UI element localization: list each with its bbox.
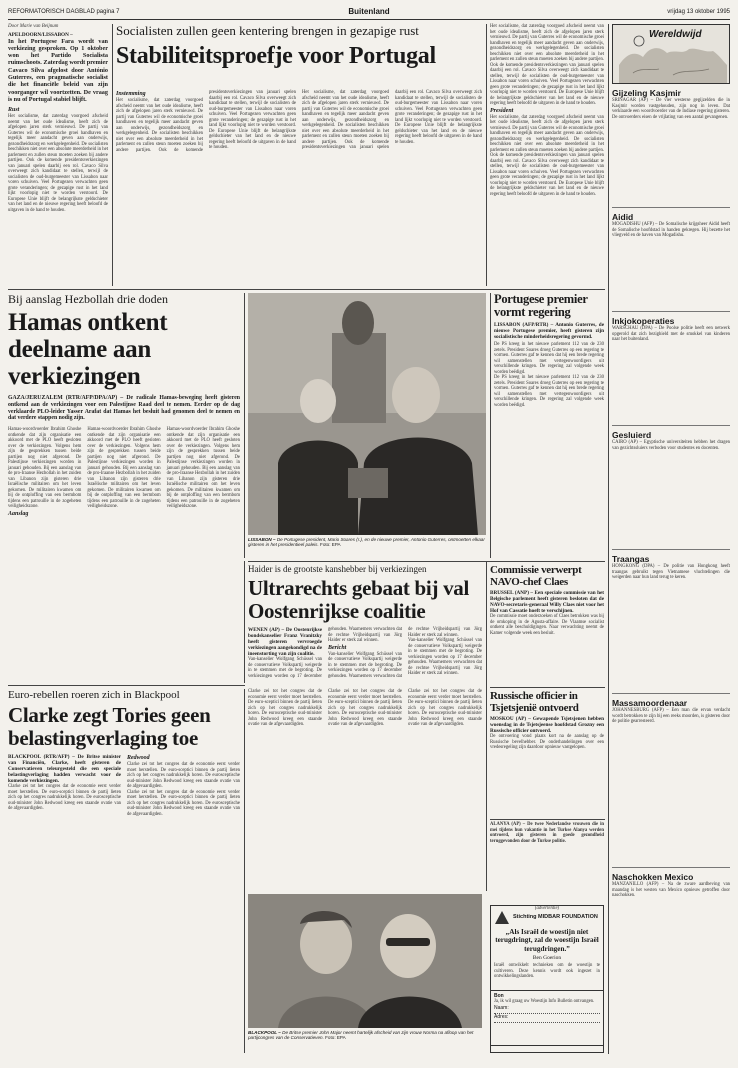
portugal-byline: Door Marie van Beijnum <box>8 24 59 29</box>
portugal-sub-instemming: Instemming <box>116 91 146 97</box>
coupon-field-name-label: Naam: <box>494 1004 509 1011</box>
hamas-article <box>8 293 240 681</box>
wereldwijd-item-text: CAIRO (AP) – Egyptische universiteiten hebben het dragen van gezichtssluiers verboden voor studentes en docenten. <box>612 440 730 451</box>
wereldwijd-item-head: Naschokken Mexico <box>612 872 694 882</box>
photo-top-credit: Foto: EPA <box>320 542 341 548</box>
advert-quote: „Als Israël de woestijn niet terugdringt, zal de woestijn Israël terugdringen.” <box>495 928 599 953</box>
photo-top-caption <box>248 537 486 557</box>
hamas-body <box>8 427 240 647</box>
haider-body-text-3: Van-kanselier Wolfgang Schüssel van de conservatieve Volkspartij weigerde in te stemmen met de begroting. De verkiezingen worden op 17 december gehouden. Waarnemers verwachten dat de rechtse Vrijheidspartij van Jörg Haider er sterk zal winnen. <box>408 638 482 676</box>
wereldwijd-item <box>612 430 730 550</box>
wereldwijd-item <box>612 212 730 312</box>
hamas-body-text-3: Hamas-woordvoerder Ibrahim Ghoshe ontkende dat zijn organisatie een akkoord met de PLO heeft gesloten over de verkiezingen. Volgens hem zijn de gesprekken tussen beide partijen nog niet afgerond. De Palestijnse verkiezingen worden in januari gehouden. Bij een aanslag van de pro-Iraanse Hezbollah in het zuiden van Libanon zijn gisteren drie Israëlische militairen om het leven gekomen. De militairen kwamen om bij de ontploffing van een bermbom tijdens een patrouille in de zogeheten veiligheidszone. <box>166 427 240 510</box>
advert-org: Stichting MIDBAR FOUNDATION <box>513 914 598 920</box>
coupon-field-address[interactable] <box>494 1014 600 1023</box>
wereldwijd-item-head: Gijzeling Kasjmir <box>612 88 681 98</box>
portugal-sub-rust: Rust <box>8 107 20 114</box>
wereldwijd-item-text: MANZANILLO (AFP) – Na de zware aardbeving van maandag is het westen van Mexico opnieuw getroffen door naschokken. <box>612 882 730 898</box>
wereldwijd-item <box>612 88 730 208</box>
wereldwijd-banner <box>612 24 730 84</box>
blackpool-body-text-2: Clarke zei tot het congres dat de economie eerst verder moet herstellen. De euro-sceptici binnen de partij lieten zich op het congres nadrukkelijk horen. De eurosceptische oud-minister John Redwood kreeg een staande ovatie van de afgevaardigden. <box>127 762 240 789</box>
wereldwijd-item-head: Gesluierd <box>612 430 652 440</box>
wereldwijd-item-text: MOGADISHU (AFP) – De Somalische krijgsheer Aidid heeft de Somalische hoofdstad in handen gekregen. Hij bezette het vliegveld en de haven van Mogadishu. <box>612 222 730 238</box>
haider-lead: WENEN (AP) – De Oostenrijkse bondskanselier Franz Vranitzky heeft gisteren vervroegde verkiezingen aangekondigd na de ineenstorting van zijn coalitie. <box>248 627 322 657</box>
blackpool-lead: BLACKPOOL (RTR/AFP) – De Britse minister van Financiën, Clarke, heeft gisteren de Conservatieven teleurgesteld die een speciale belastingverlaging hadden verwacht voor de komende verkiezingen. <box>8 754 121 784</box>
portugal-body-text-2: Het socialisme, dat zaterdag voorgoed afscheid neemt van het oude idealisme, heeft zich de afgelopen jaren sterk vernieuwd. De partij van Guterres wil de economische groei handhaven en tegelijk meer aandacht geven aan onderwijs, gezondheidszorg en werkgelegenheid. De socialisten beschikken niet over een absolute meerderheid in het parlement en zullen steun moeten zoeken bij andere partijen. Ook de komende presidentsverkiezingen van januari spelen daarbij een rol. Cavaco Silva overweegt zich kandidaat te stellen, terwijl de socialisten de oud-burgemeester van Lissabon naar voren schuiven. Veel Portugezen verwachten geen grote veranderingen; de gezapige rust in het land lijkt voorlopig niet te worden verstoord. De Europese Unie blijft de belangrijkste geldschieter van het land en de nieuwe regering heeft beloofd de uitgaven in de hand te houden. <box>302 90 482 150</box>
russisch-lead: MOSKOU (AP) – Gewapende Tsjetsjenen hebben woensdag in de Tsjetsjeense hoofdstad Grozny een Russische officier ontvoerd. <box>490 716 604 734</box>
portugese-premier-headline: Portugese premier vormt regering <box>494 292 588 319</box>
alanya-article <box>490 822 604 892</box>
portugese-premier-body-2: De PS kreeg in het nieuwe parlement 112 van de 230 zetels. President Soares droeg Guterres op een regering te vormen. Guterres gaf te kennen dat hij een brede regering wil samenstellen met vertegenwoordigers uit verschillende kringen. De regering zal volgende week worden beëdigd. <box>494 375 604 408</box>
wereldwijd-item <box>612 316 730 426</box>
hamas-body-text-2: Hamas-woordvoerder Ibrahim Ghoshe ontkende dat zijn organisatie een akkoord met de PLO heeft gesloten over de verkiezingen. Volgens hem zijn de gesprekken tussen beide partijen nog niet afgerond. De Palestijnse verkiezingen worden in januari gehouden. Bij een aanslag van de pro-Iraanse Hezbollah in het zuiden van Libanon zijn gisteren drie Israëlische militairen om het leven gekomen. De militairen kwamen om bij de ontploffing van een bermbom tijdens een patrouille in de zogeheten veiligheidszone. <box>87 427 161 510</box>
coupon-intro: Ja, ik wil graag uw Woestijn Info Bulletin ontvangen. <box>494 999 595 1004</box>
portugal-body-col1: Het socialisme, dat zaterdag voorgoed afscheid neemt van het oude idealisme, heeft zich de afgelopen jaren sterk vernieuwd. De partij van Guterres wil de economische groei handhaven en tegelijk meer aandacht geven aan onderwijs, gezondheidszorg en werkgelegenheid. De socialisten beschikken niet over een absolute meerderheid in het parlement en zullen steun moeten zoeken bij andere partijen. Ook de komende presidentsverkiezingen van januari spelen daarbij een rol. Cavaco Silva overweegt zich kandidaat te stellen, terwijl de socialisten de oud-burgemeester van Lissabon naar voren schuiven. Veel Portugezen verwachten geen grote veranderingen; de gezapige rust in het land lijkt voorlopig niet te worden verstoord. De Europese Unie blijft de belangrijkste geldschieter van het land en de nieuwe regering heeft beloofd de uitgaven in de hand te houden. <box>8 114 108 213</box>
portugal-sub-president: President <box>490 107 514 114</box>
portugal-dateline: APELDOORN/LISSABON – <box>8 31 73 38</box>
advert-body: Israël ontwikkelt technieken om de woestijn te cultiveren. Deze kennis wordt ook ingezet in ontwikkelingslanden. <box>494 963 600 980</box>
portugese-premier-body: De PS kreeg in het nieuwe parlement 112 van de 230 zetels. President Soares droeg Guterres op een regering te vormen. Guterres gaf te kennen dat hij een brede regering wil samenstellen met vertegenwoordigers uit verschillende kringen. De regering zal volgende week worden beëdigd. <box>494 342 604 375</box>
haider-body-text: Van-kanselier Wolfgang Schüssel van de conservatieve Volkspartij weigerde in te stemmen met de begroting. De verkiezingen worden op 17 december gehouden. Waarnemers verwachten dat de rechtse Vrijheidspartij van Jörg Haider er sterk zal winnen. <box>248 627 402 679</box>
portugal-body-text: Het socialisme, dat zaterdag voorgoed afscheid neemt van het oude idealisme, heeft zich de afgelopen jaren sterk vernieuwd. De partij van Guterres wil de economische groei handhaven en tegelijk meer aandacht geven aan onderwijs, gezondheidszorg en werkgelegenheid. De socialisten beschikken niet over een absolute meerderheid in het parlement en zullen steun moeten zoeken bij andere partijen. Ook de komende presidentsverkiezingen van januari spelen daarbij een rol. Cavaco Silva overweegt zich kandidaat te stellen, terwijl de socialisten de oud-burgemeester van Lissabon naar voren schuiven. Veel Portugezen verwachten geen grote veranderingen; de gezapige rust in het land lijkt voorlopig niet te worden verstoord. De Europese Unie blijft de belangrijkste geldschieter van het land en de nieuwe regering heeft beloofd de uitgaven in de hand te houden. <box>116 90 296 153</box>
haider-headline: Ultrarechts gebaat bij val Oostenrijkse coalitie <box>248 576 470 623</box>
nato-body: De commissie moet onderzoeken of Claes betrokken was bij de omkoping in de Agusta-affaire. De Vlaamse socialist ontkent alle beschuldigingen. Naar verwachting neemt de Kamer volgende week een besluit. <box>490 614 604 636</box>
wereldwijd-item-head: Aidid <box>612 212 634 222</box>
nato-lead: BRUSSEL (ANP) – Een speciale commissie van het Belgische parlement heeft gisteren besloten dat de NAVO-secretaris-generaal Willy Claes niet voor het Hof van Cassatie hoeft te verschijnen. <box>490 590 604 614</box>
wereldwijd-item-text: HONGKONG (DPA) – De politie van Hongkong heeft traangas gebruikt tegen Vietnamese vluchtelingen die weigerden naar hun land terug te keren. <box>612 564 730 580</box>
wereldwijd-item-head: Inkjokoperaties <box>612 316 675 326</box>
advert-label <box>490 896 604 911</box>
photo-soares-guterres <box>248 293 486 535</box>
blackpool-body-text-3: Clarke zei tot het congres dat de economie eerst verder moet herstellen. De euro-sceptici binnen de partij lieten zich op het congres nadrukkelijk horen. De eurosceptische oud-minister John Redwood kreeg een staande ovatie van de afgevaardigden. <box>127 789 240 817</box>
hamas-lead: GAZA/JERUZALEM (RTR/AFP/DPA/AP) – De radicale Hamas-beweging heeft gisteren ontkend aan de verkiezingen voor een Palestijnse Raad deel te nemen. Eerder op de dag verklaarde PLO-leider Yasser Arafat dat Hamas het besluit had genomen deel te nemen en dat verdere stappen nodig zijn. <box>8 395 240 422</box>
nato-article <box>490 564 604 684</box>
photo-top-caption-city: LISSABON – <box>248 537 276 542</box>
hamas-headline: Hamas ontkent deelname aan verkiezingen <box>8 309 168 390</box>
haider-kicker: Haider is de grootste kanshebber bij verkiezingen <box>248 564 427 574</box>
blackpool-side-text-1: Clarke zei tot het congres dat de economie eerst verder moet herstellen. De euro-sceptici binnen de partij lieten zich op het congres nadrukkelijk horen. De eurosceptische oud-minister John Redwood kreeg een staande ovatie van de afgevaardigden. <box>248 689 322 727</box>
blackpool-article <box>8 689 240 1053</box>
nato-headline: Commissie verwerpt NAVO-chef Claes <box>490 564 582 588</box>
blackpool-headline: Clarke zegt Tories geen belastingverlaging toe <box>8 703 211 750</box>
haider-sub-bericht: Bericht <box>328 644 347 651</box>
hamas-kicker: Bij aanslag Hezbollah drie doden <box>8 292 168 306</box>
wereldwijd-item-text: WARSCHAU (DPA) – De Poolse politie heeft een netwerk opgerold dat zich bezighield met de smokkel van kinderen naar het buitenland. <box>612 326 730 342</box>
coupon-form <box>490 990 604 1046</box>
photo-bottom-caption-text: De Britse premier John Major neemt hartelijk afscheid van zijn vrouw Norma na afloop van het partijcongres van de Conservatieven. <box>248 1030 474 1041</box>
portugal-lead: In het Portugese Fara wordt van verkiezing gesproken. Op 1 oktober won het Partido Socialista ruimschoots. Zaterdag wordt premier Cavaco Silva afgelost door António Guterres, een pragmatische socialist die het financiële beleid van zijn voorganger wil voortzetten. De vraag is nu of Portugal stabiel blijft. <box>8 37 108 103</box>
hamas-sub-aanslag: Aanslag <box>8 510 29 517</box>
newspaper-page <box>8 6 730 1062</box>
blackpool-side-text-3: Clarke zei tot het congres dat de economie eerst verder moet herstellen. De euro-sceptici binnen de partij lieten zich op het congres nadrukkelijk horen. De eurosceptische oud-minister John Redwood kreeg een staande ovatie van de afgevaardigden. <box>408 689 482 727</box>
russisch-headline: Russische officier in Tsjetsjenië ontvoerd <box>490 690 579 714</box>
wereldwijd-item <box>612 554 730 694</box>
header-section: Buitenland <box>348 7 390 16</box>
russisch-article <box>490 690 604 816</box>
advert-header <box>494 909 600 925</box>
photo-bottom-caption-city: BLACKPOOL – <box>248 1030 281 1035</box>
russisch-body: De ontvoering vond plaats kort na de aanslag op de Russische bevelhebber. De onderhandelingen over een vredesregeling zijn daardoor opnieuw vastgelopen. <box>490 734 604 750</box>
wereldwijd-items <box>612 88 730 1042</box>
portugal-col-right <box>490 24 604 286</box>
portugal-headline: Stabiliteitsproefje voor Portugal <box>116 43 436 69</box>
wereldwijd-item-head: Traangas <box>612 554 650 564</box>
wereldwijd-column <box>612 24 730 1054</box>
blackpool-body-text: Clarke zei tot het congres dat de economie eerst verder moet herstellen. De euro-sceptici binnen de partij lieten zich op het congres nadrukkelijk horen. De eurosceptische oud-minister John Redwood kreeg een staande ovatie van de afgevaardigden. <box>8 784 121 811</box>
page-header <box>8 6 730 20</box>
haider-body-text-2: Van-kanselier Wolfgang Schüssel van de conservatieve Volkspartij weigerde in te stemmen met de begroting. De verkiezingen worden op 17 december gehouden. Waarnemers verwachten dat de rechtse Vrijheidspartij van Jörg Haider er sterk zal winnen. <box>328 627 482 679</box>
wereldwijd-item-head: Massamoordenaar <box>612 698 688 708</box>
coupon-field-name[interactable] <box>494 1005 600 1014</box>
portugese-premier-lead: LISSABON (AFP/RTR) – Antonio Guterres, de nieuwe Portugese premier, heeft gisteren zijn socialistische minderheidsregering gevormd. <box>494 322 604 340</box>
portugese-premier-article <box>494 293 604 558</box>
photo-bottom-credit: Foto: EPA <box>325 1035 346 1041</box>
photo-major <box>248 894 482 1028</box>
blackpool-body <box>8 754 240 1034</box>
wereldwijd-item-text: SRINAGAR (AP) – De vier westerse gegijzelden die in Kasjmir worden vastgehouden, zijn nog in leven. Dat verklaarde een woordvoerder van de Indiase regering gisteren. De ontvoerders eisen de vrijlating van een aantal gevangenen. <box>612 98 730 120</box>
photo-top-caption-text: De Portugese president, Mario Soares (r.), en de nieuwe premier, Antonio Guterres, ontmoetten elkaar gisteren in het presidentieel paleis. <box>248 537 485 548</box>
coupon-title: Bon <box>494 993 504 999</box>
blackpool-sub-redwood: Redwood <box>127 755 150 761</box>
wereldwijd-item <box>612 872 730 1042</box>
hamas-body-text: Hamas-woordvoerder Ibrahim Ghoshe ontkende dat zijn organisatie een akkoord met de PLO heeft gesloten over de verkiezingen. Volgens hem zijn de gesprekken tussen beide partijen nog niet afgerond. De Palestijnse verkiezingen worden in januari gehouden. Bij een aanslag van de pro-Iraanse Hezbollah in het zuiden van Libanon zijn gisteren drie Israëlische militairen om het leven gekomen. De militairen kwamen om bij de ontploffing van een bermbom tijdens een patrouille in de zogeheten veiligheidszone. <box>8 427 82 510</box>
portugal-kicker: Socialisten zullen geen kentering brengen in gezapige rust <box>116 23 419 38</box>
portugal-body <box>116 90 482 286</box>
photo-two-men-icon <box>248 293 486 535</box>
portugal-headlines <box>116 24 482 88</box>
wereldwijd-item-text: JOHANNESBURG (AFP) – Een man die ervan verdacht wordt betrokken te zijn bij een reeks moorden, is gisteren door de politie gearresteerd. <box>612 708 730 724</box>
blackpool-side-cols <box>248 689 482 889</box>
header-date: vrijdag 13 oktober 1995 <box>667 9 730 15</box>
alanya-text: ALANYA (AP) – De twee Nederlandse vrouwen die in mei tijdens hun vakantie in het Turkse Alanya werden ontvoerd, zijn gisteren in goede gezondheid teruggevonden door de Turkse politie. <box>490 822 604 844</box>
header-paper-name: REFORMATORISCH DAGBLAD pagina 7 <box>8 9 120 15</box>
photo-couple-icon <box>248 894 482 1028</box>
wereldwijd-title: Wereldwijd <box>649 29 702 40</box>
wereldwijd-item <box>612 698 730 868</box>
blackpool-side-text-2: Clarke zei tot het congres dat de economie eerst verder moet herstellen. De euro-sceptici binnen de partij lieten zich op het congres nadrukkelijk horen. De eurosceptische oud-minister John Redwood kreeg een staande ovatie van de afgevaardigden. <box>328 689 402 727</box>
blackpool-kicker: Euro-rebellen roeren zich in Blackpool <box>8 689 180 701</box>
coupon-field-address-label: Adres: <box>494 1013 509 1020</box>
advert-author: Ben Goerion <box>532 955 562 962</box>
portugal-right-text: Het socialisme, dat zaterdag voorgoed afscheid neemt van het oude idealisme, heeft zich de afgelopen jaren sterk vernieuwd. De partij van Guterres wil de economische groei handhaven en tegelijk meer aandacht geven aan onderwijs, gezondheidszorg en werkgelegenheid. De socialisten beschikken niet over een absolute meerderheid in het parlement en zullen steun moeten zoeken bij andere partijen. Ook de komende presidentsverkiezingen van januari spelen daarbij een rol. Cavaco Silva overweegt zich kandidaat te stellen, terwijl de socialisten de oud-burgemeester van Lissabon naar voren schuiven. Veel Portugezen verwachten geen grote veranderingen; de gezapige rust in het land lijkt voorlopig niet te worden verstoord. De Europese Unie blijft de belangrijkste geldschieter van het land en de nieuwe regering heeft beloofd de uitgaven in de hand te houden. <box>490 24 604 106</box>
photo-bottom-caption <box>248 1030 482 1054</box>
portugal-byline-box <box>8 24 108 284</box>
midbar-logo-icon <box>494 909 510 925</box>
blackpool-side-text <box>248 689 482 889</box>
advert-label-text: (advertentie) <box>534 906 560 911</box>
portugal-right-text-2: Het socialisme, dat zaterdag voorgoed afscheid neemt van het oude idealisme, heeft zich de afgelopen jaren sterk vernieuwd. De partij van Guterres wil de economische groei handhaven en tegelijk meer aandacht geven aan onderwijs, gezondheidszorg en werkgelegenheid. De socialisten beschikken niet over een absolute meerderheid in het parlement en zullen steun moeten zoeken bij andere partijen. Ook de komende presidentsverkiezingen van januari spelen daarbij een rol. Cavaco Silva overweegt zich kandidaat te stellen, terwijl de socialisten de oud-burgemeester van Lissabon naar voren schuiven. Veel Portugezen verwachten geen grote veranderingen; de gezapige rust in het land lijkt voorlopig niet te worden verstoord. De Europese Unie blijft de belangrijkste geldschieter van het land en de nieuwe regering heeft beloofd de uitgaven in de hand te houden. <box>490 114 604 197</box>
